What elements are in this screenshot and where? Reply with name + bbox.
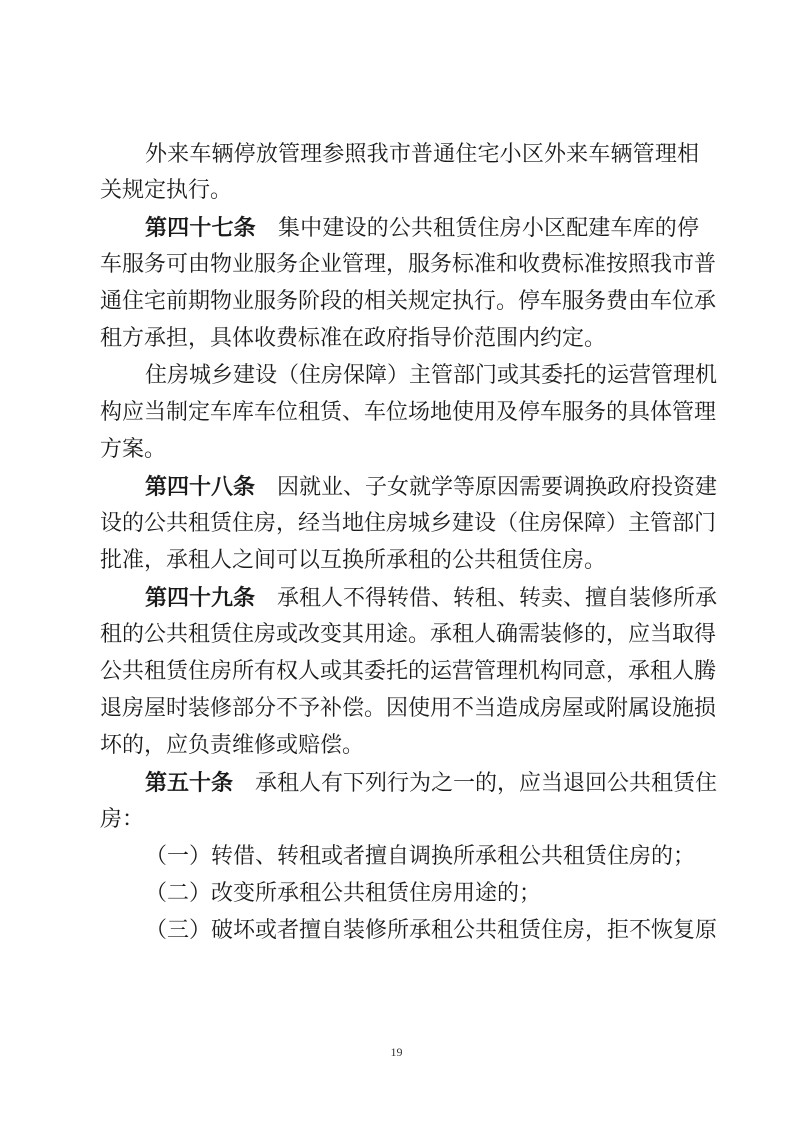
paragraph-line: 公共租赁住房所有权人或其委托的运营管理机构同意，承租人腾	[100, 659, 717, 684]
paragraph-line: 租方承担，具体收费标准在政府指导价范围内约定。	[100, 326, 607, 351]
article-heading: 第四十八条	[145, 474, 256, 500]
paragraph-line: 外来车辆停放管理参照我市普通住宅小区外来车辆管理相	[145, 142, 699, 167]
list-item: （一）转借、转租或者擅自调换所承租公共租赁住房的；	[145, 844, 696, 869]
article-50-line	[145, 768, 718, 799]
paragraph-line: 批准，承租人之间可以互换所承租的公共租赁住房。	[100, 548, 607, 573]
article-47-line	[145, 213, 699, 244]
article-text: 承租人有下列行为之一的，应当退回公共租赁住	[255, 771, 718, 796]
list-item: （三）破坏或者擅自装修所承租公共租赁住房，拒不恢复原	[145, 918, 718, 943]
article-text: 集中建设的公共租赁住房小区配建车库的停	[277, 216, 699, 241]
paragraph-line: 方案。	[100, 437, 167, 462]
list-item: （二）改变所承租公共租赁住房用途的；	[145, 881, 542, 906]
paragraph-line: 住房城乡建设（住房保障）主管部门或其委托的运营管理机	[145, 363, 718, 388]
article-text: 承租人不得转借、转租、转卖、擅自装修所承	[277, 586, 718, 611]
article-49-line	[145, 583, 718, 614]
article-heading: 第五十条	[145, 770, 234, 796]
paragraph-line: 车服务可由物业服务企业管理，服务标准和收费标准按照我市普	[100, 252, 717, 277]
article-heading: 第四十七条	[145, 215, 256, 241]
paragraph-line: 退房屋时装修部分不予补偿。因使用不当造成房屋或附属设施损	[100, 696, 717, 721]
article-text: 因就业、子女就学等原因需要调换政府投资建	[277, 475, 718, 500]
paragraph-line: 构应当制定车库车位租赁、车位场地使用及停车服务的具体管理	[100, 400, 717, 425]
paragraph-line: 坏的，应负责维修或赔偿。	[100, 733, 365, 758]
paragraph-line: 通住宅前期物业服务阶段的相关规定执行。停车服务费由车位承	[100, 289, 717, 314]
article-48-line	[145, 472, 718, 503]
paragraph-line: 房：	[100, 807, 145, 832]
article-heading: 第四十九条	[145, 585, 256, 611]
paragraph-line: 租的公共租赁住房或改变其用途。承租人确需装修的，应当取得	[100, 622, 717, 647]
page-number: 19	[390, 1045, 403, 1059]
paragraph-line: 关规定执行。	[100, 178, 233, 203]
paragraph-line: 设的公共租赁住房，经当地住房城乡建设（住房保障）主管部门	[100, 511, 717, 536]
